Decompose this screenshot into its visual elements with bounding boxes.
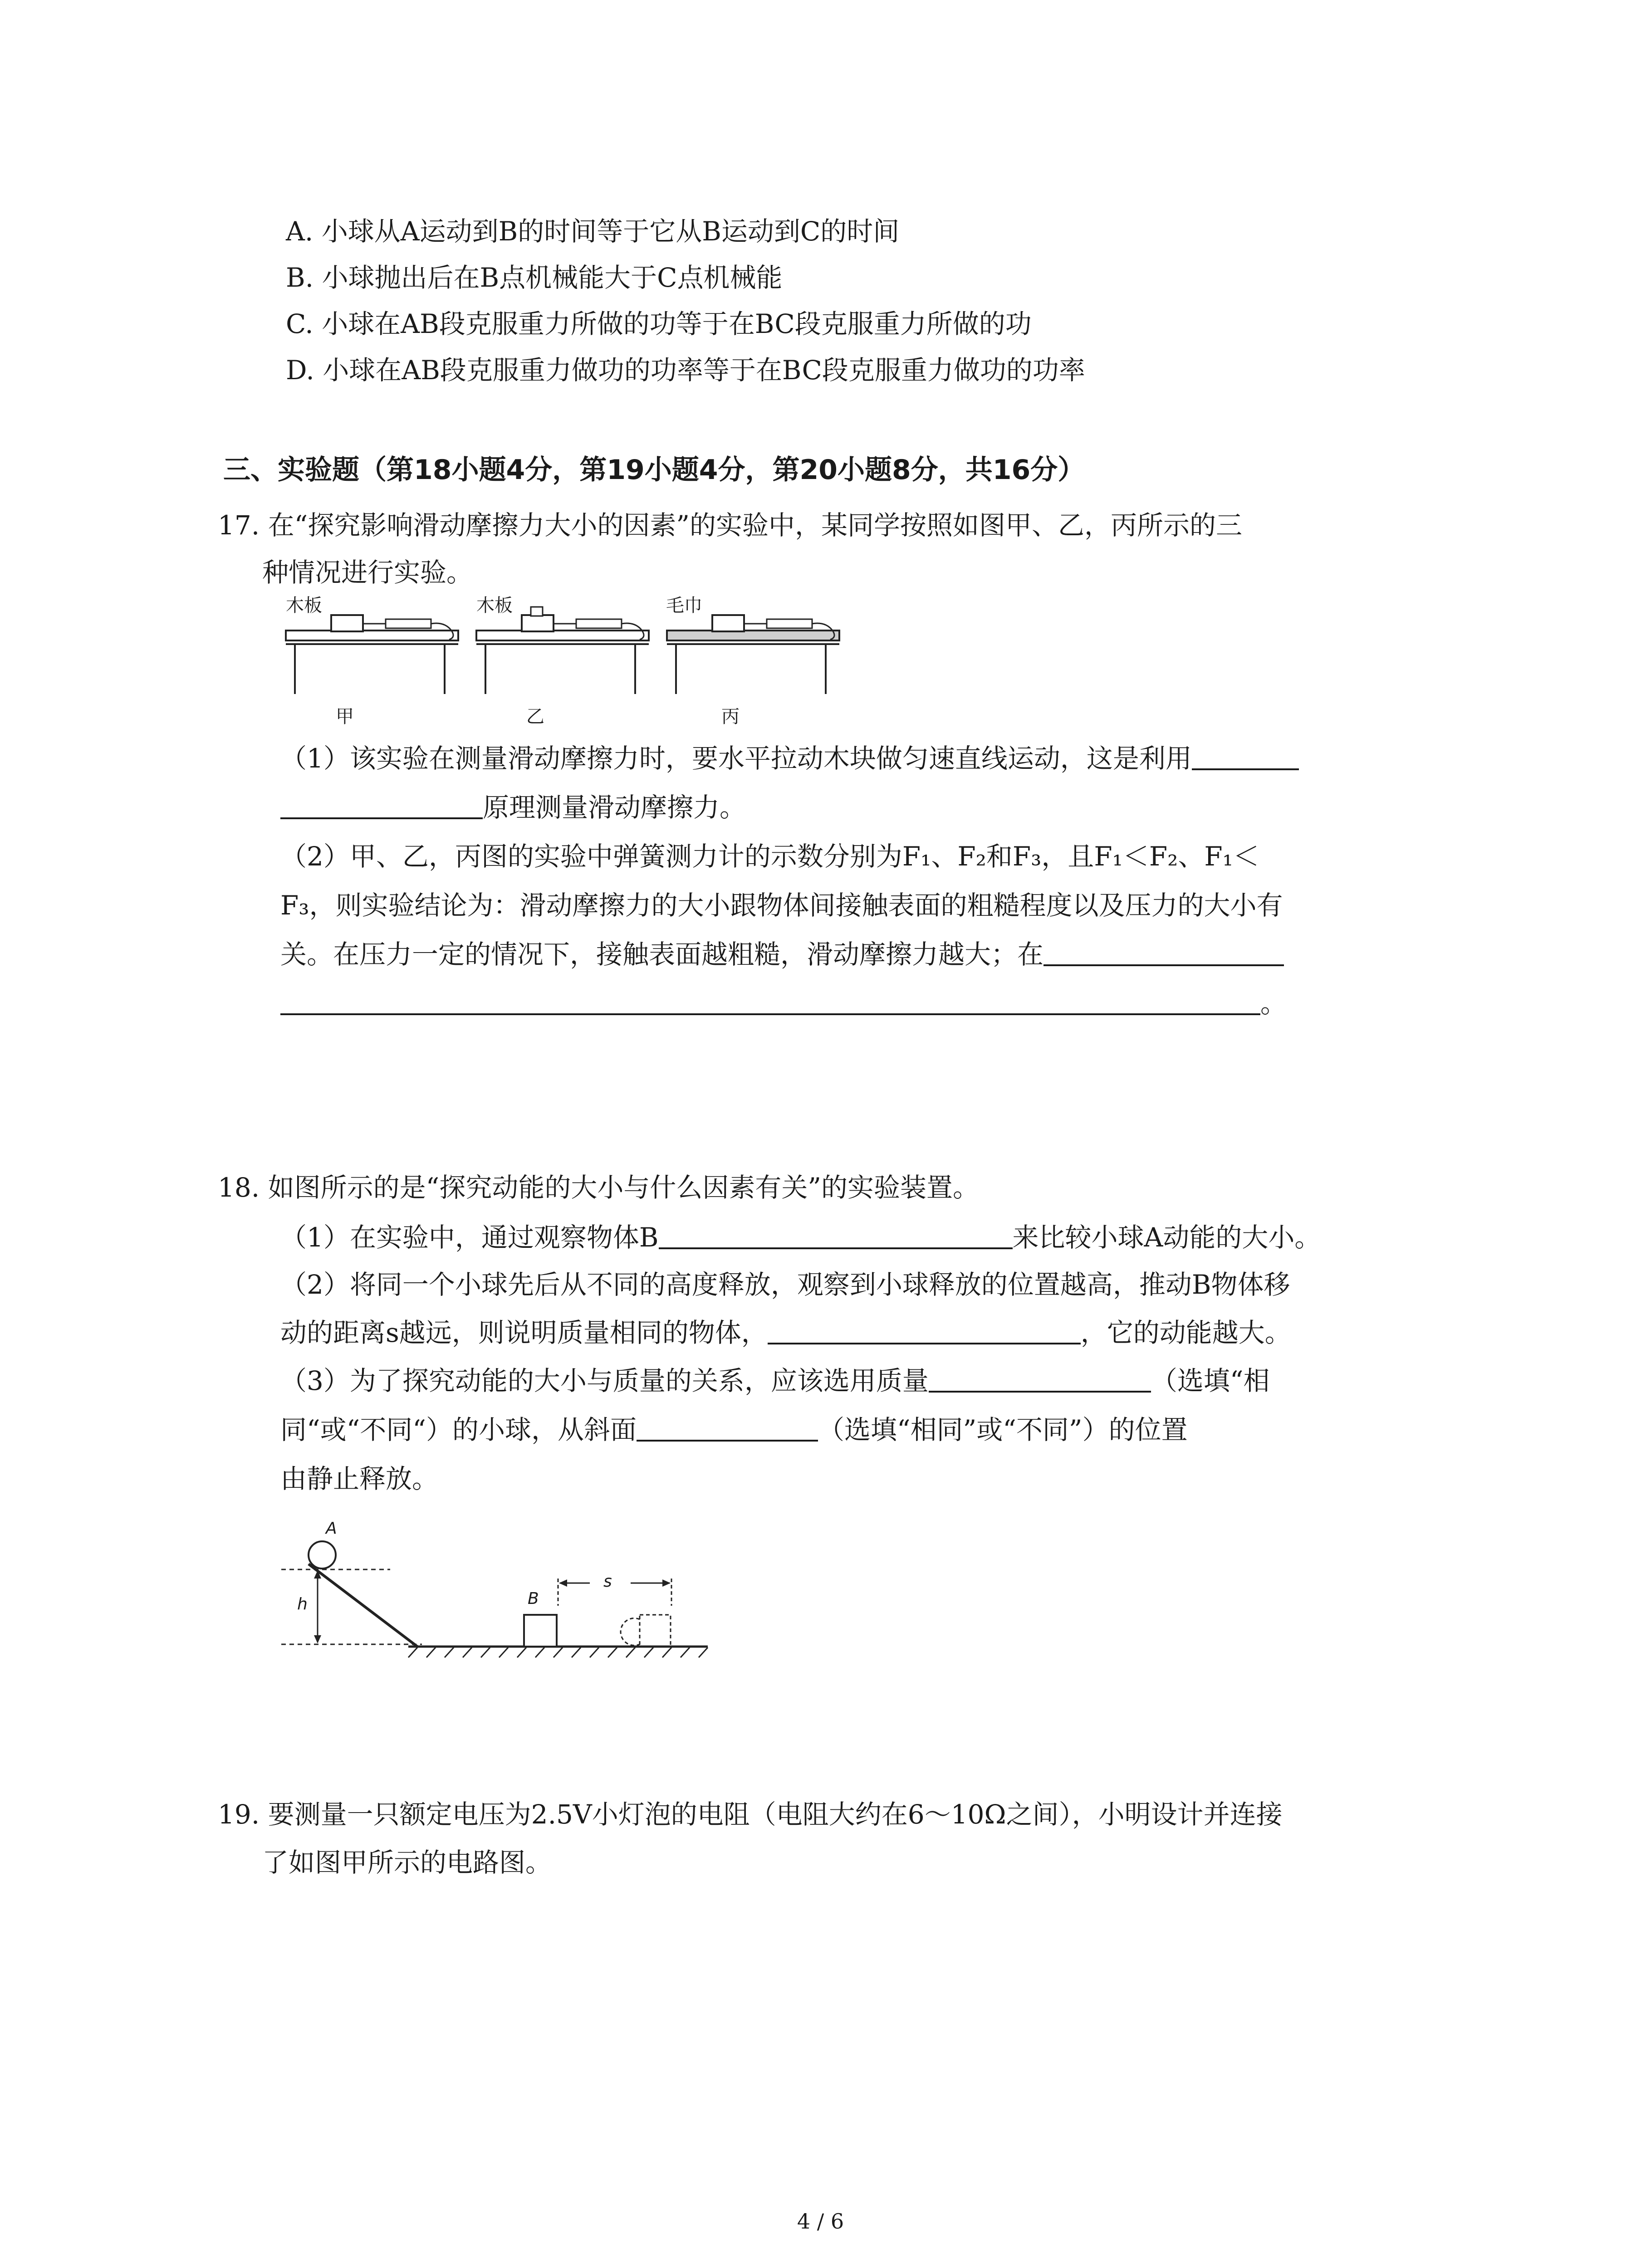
q18-stem-line1: 18. 如图所示的是“探究动能的大小与什么因素有关”的实验装置。 (218, 1172, 979, 1203)
q19-stem-line2: 了如图甲所示的电路图。 (262, 1847, 552, 1878)
setup-bing (667, 615, 839, 694)
friction-experiment-figure (281, 599, 871, 735)
answer-blank[interactable] (280, 790, 483, 819)
section-heading: 三、实验题（第18小题4分，第19小题4分，第20小题8分，共16分） (223, 454, 1085, 486)
q18-part2-line2 (280, 1315, 1291, 1351)
q17-part1-text: （1）该实验在测量滑动摩擦力时，要水平拉动木块做匀速直线运动，这是利用 (280, 743, 1192, 774)
answer-blank[interactable] (637, 1413, 818, 1442)
answer-blank[interactable] (929, 1364, 1151, 1393)
q19-stem-line1: 19. 要测量一只额定电压为2.5V小灯泡的电阻（电阻大约在6～10Ω之间），小明设计并连接 (218, 1799, 1283, 1830)
caption-yi: 乙 (526, 706, 544, 727)
q17-part2-text: 关。在压力一定的情况下，接触表面越粗糙，滑动摩擦力越大；在 (280, 939, 1044, 970)
q18-part2-line1: （2）将同一个小球先后从不同的高度释放，观察到小球释放的位置越高，推动B物体移 (280, 1269, 1290, 1300)
q18-part2-text: 动的距离s越远，则说明质量相同的物体， (280, 1317, 768, 1348)
q18-part1-tail: 来比较小球A动能的大小。 (1012, 1222, 1321, 1253)
kinetic-energy-figure (272, 1515, 726, 1660)
label-ball-a: A (326, 1519, 337, 1538)
answer-blank[interactable] (1192, 741, 1299, 770)
q17-part2-line1: （2）甲、乙，丙图的实验中弹簧测力计的示数分别为F₁、F₂和F₃，且F₁＜F₂、F₁＜ (280, 841, 1259, 872)
q17-stem-line2: 种情况进行实验。 (262, 557, 473, 588)
q17-part2-line3 (280, 936, 1284, 973)
q18-part3-hint2: （选填“相同”或“不同”）的位置 (818, 1414, 1188, 1445)
q18-part3-line2 (280, 1412, 1188, 1448)
option-b: B. 小球抛出后在B点机械能大于C点机械能 (286, 262, 783, 293)
q18-part3-text2: 同“或“不同“）的小球，从斜面 (280, 1414, 637, 1445)
label-board-1: 木板 (286, 595, 322, 616)
label-board-2: 木板 (476, 595, 513, 616)
q18-part2-tail: ，它的动能越大。 (1080, 1317, 1291, 1348)
q17-part1-tail: 原理测量滑动摩擦力。 (483, 792, 746, 823)
caption-jia: 甲 (336, 706, 354, 727)
q18-part3-line3: 由静止释放。 (280, 1463, 439, 1494)
page-number: 4 / 6 (797, 2209, 844, 2234)
option-d: D. 小球在AB段克服重力做功的功率等于在BC段克服重力做功的功率 (286, 355, 1085, 386)
setup-yi (476, 607, 649, 694)
setup-jia (286, 615, 458, 694)
q18-part3-text: （3）为了探究动能的大小与质量的关系，应该选用质量 (280, 1365, 929, 1396)
q18-part1-text: （1）在实验中，通过观察物体B (280, 1222, 659, 1253)
q17-part2-line2: F₃，则实验结论为：滑动摩擦力的大小跟物体间接触表面的粗糙程度以及压力的大小有 (280, 890, 1283, 921)
option-c: C. 小球在AB段克服重力所做的功等于在BC段克服重力所做的功 (286, 308, 1032, 339)
caption-bing: 丙 (721, 706, 740, 727)
answer-blank[interactable] (280, 986, 1260, 1015)
label-s: s (603, 1572, 612, 1591)
q17-stem-line1: 17. 在“探究影响滑动摩擦力大小的因素”的实验中，某同学按照如图甲、乙，丙所示的三 (218, 510, 1242, 541)
q17-part2-line4 (280, 985, 1287, 1022)
q17-part1-line1 (280, 740, 1299, 777)
q17-part1-line2 (280, 789, 746, 826)
label-block-b: B (528, 1589, 539, 1608)
q18-part3-hint: （选填“相 (1151, 1365, 1270, 1396)
label-h: h (297, 1595, 308, 1613)
option-a: A. 小球从A运动到B的时间等于它从B运动到C的时间 (286, 216, 900, 247)
answer-blank[interactable] (1043, 937, 1284, 966)
q18-part1 (280, 1219, 1321, 1256)
answer-blank[interactable] (659, 1220, 1013, 1249)
answer-blank[interactable] (768, 1315, 1081, 1344)
q18-part3-line1 (280, 1363, 1270, 1399)
q17-part2-end: 。 (1260, 988, 1287, 1019)
label-towel: 毛巾 (666, 595, 702, 616)
